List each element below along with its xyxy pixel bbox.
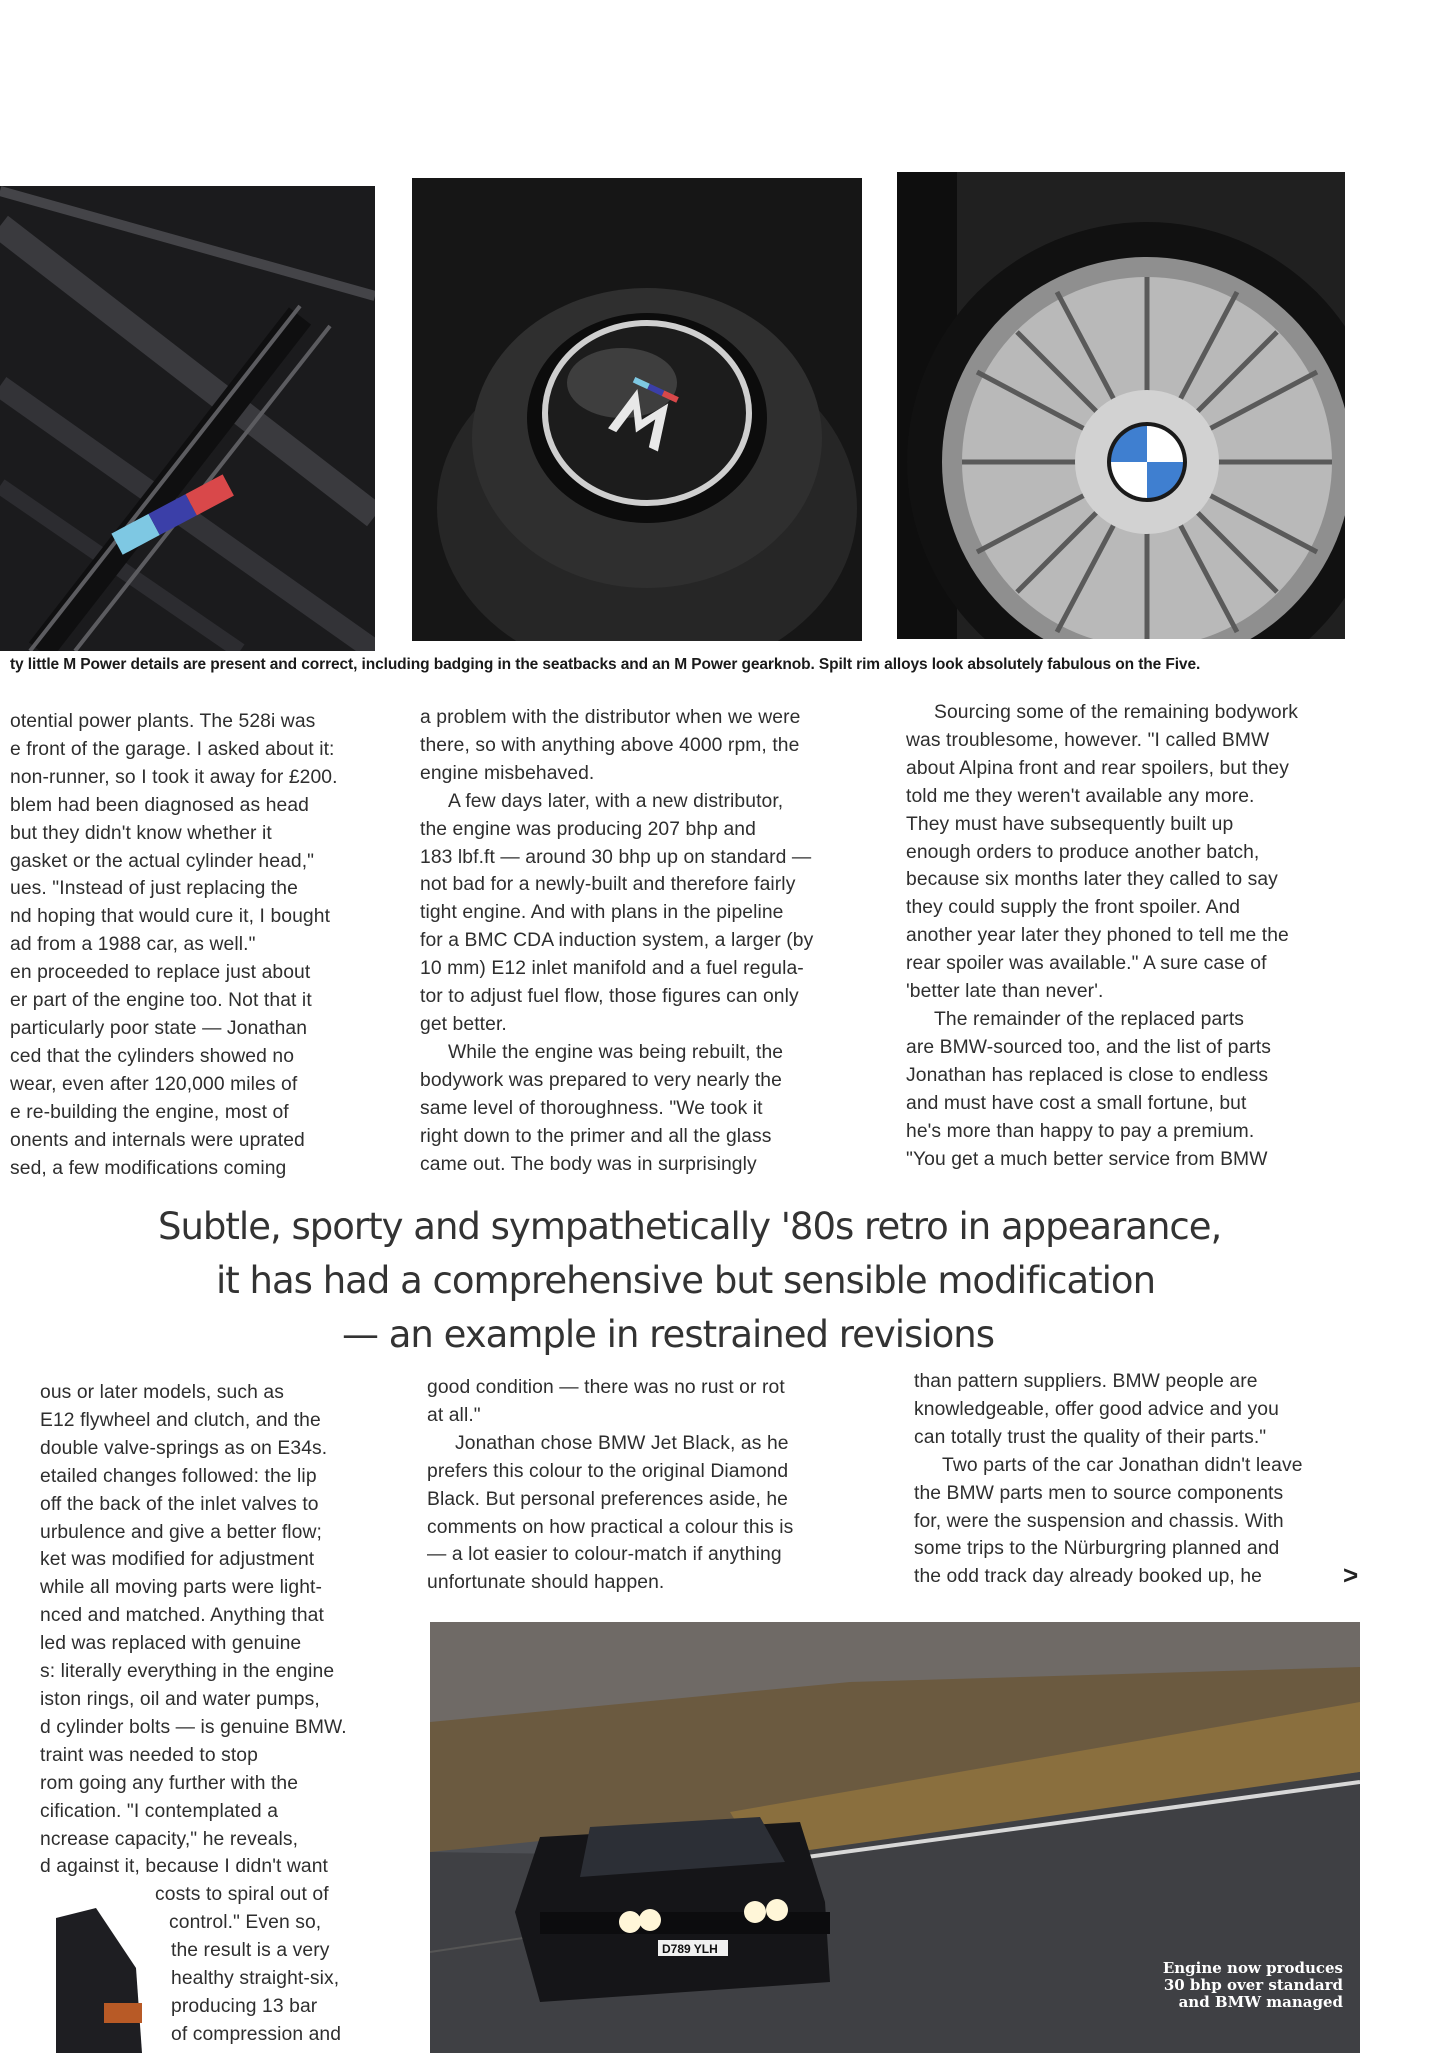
- text-line: the engine was producing 207 bhp and: [420, 818, 756, 840]
- pull-quote: [120, 1200, 1222, 1362]
- text-line: of compression and: [171, 2023, 342, 2045]
- text-line: ket was modified for adjustment: [40, 1549, 315, 1571]
- text-line: d cylinder bolts — is genuine BMW.: [40, 1716, 347, 1738]
- text-line: s: literally everything in the engine: [40, 1661, 335, 1683]
- column-left-bottom: [40, 1379, 347, 1881]
- text-line: E12 flywheel and clutch, and the: [40, 1409, 321, 1431]
- text-line: some trips to the Nürburgring planned and: [914, 1538, 1280, 1560]
- text-line: they could supply the front spoiler. And: [906, 897, 1241, 919]
- text-line: a problem with the distributor when we were: [420, 707, 801, 728]
- photo-rear-car-fragment: [56, 1908, 142, 2053]
- text-line: urbulence and give a better flow;: [40, 1521, 322, 1543]
- text-line: sed, a few modifications coming: [10, 1157, 287, 1179]
- column-left-top: [10, 708, 338, 1182]
- text-line: engine misbehaved.: [420, 762, 595, 784]
- text-line: Sourcing some of the remaining bodywork: [934, 702, 1299, 723]
- text-line: knowledgeable, offer good advice and you: [914, 1398, 1279, 1420]
- text-line: e front of the garage. I asked about it:: [10, 738, 335, 760]
- text-line: cification. "I contemplated a: [40, 1800, 279, 1822]
- text-line: at all.": [427, 1404, 481, 1426]
- text-line: came out. The body was in surprisingly: [420, 1153, 757, 1175]
- text-line: another year later they phoned to tell me the: [906, 925, 1289, 947]
- text-line: enough orders to produce another batch,: [906, 841, 1260, 863]
- pull-quote-line: — an example in restrained revisions: [342, 1313, 994, 1356]
- text-line: er part of the engine too. Not that it: [10, 990, 312, 1012]
- text-line: not bad for a newly-built and therefore fairly: [420, 874, 796, 896]
- text-line: e re-building the engine, most of: [10, 1101, 289, 1123]
- text-line: nd hoping that would cure it, I bought: [10, 906, 331, 928]
- pull-quote-line: it has had a comprehensive but sensible modification: [216, 1259, 1156, 1302]
- text-line: right down to the primer and all the glass: [420, 1125, 772, 1147]
- photo-overlay-caption: [1123, 1960, 1343, 2011]
- text-line: ced that the cylinders showed no: [10, 1045, 295, 1067]
- text-line: comments on how practical a colour this is: [427, 1516, 794, 1538]
- text-line: same level of thoroughness. "We took it: [420, 1097, 763, 1119]
- text-line: tor to adjust fuel flow, those figures can only: [420, 986, 799, 1008]
- text-line: off the back of the inlet valves to: [40, 1493, 319, 1515]
- text-line: than pattern suppliers. BMW people are: [914, 1371, 1258, 1392]
- text-line: told me they weren't available any more.: [906, 785, 1255, 807]
- text-line: the odd track day already booked up, he: [914, 1566, 1262, 1588]
- text-line: because six months later they called to say: [906, 869, 1278, 891]
- text-line: otential power plants. The 528i was: [10, 711, 316, 732]
- text-line: wear, even after 120,000 miles of: [10, 1073, 298, 1095]
- text-line: the BMW parts men to source components: [914, 1482, 1284, 1504]
- text-line: en proceeded to replace just about: [10, 962, 311, 984]
- photo-caption: ty little M Power details are present and correct, including badging in the seatbacks and an M Power gearknob. Spilt rim alloys look absolutely fabulous on the Five.: [10, 656, 1201, 673]
- text-line: ncrease capacity," he reveals,: [40, 1828, 299, 1850]
- text-line: 'better late than never'.: [906, 981, 1104, 1003]
- text-line: but they didn't know whether it: [10, 822, 272, 844]
- text-line: can totally trust the quality of their parts.": [914, 1426, 1267, 1448]
- text-line: rear spoiler was available." A sure case of: [906, 953, 1267, 975]
- text-line: ues. "Instead of just replacing the: [10, 878, 298, 900]
- text-line: onents and internals were uprated: [10, 1129, 305, 1151]
- text-line: was troublesome, however. "I called BMW: [906, 729, 1270, 751]
- pull-quote-line: Subtle, sporty and sympathetically '80s retro in appearance,: [158, 1205, 1222, 1248]
- text-line: d against it, because I didn't want: [40, 1856, 329, 1878]
- photo-m-gearknob: [412, 178, 862, 641]
- text-line: — a lot easier to colour-match if anything: [427, 1544, 782, 1566]
- text-line: and must have cost a small fortune, but: [906, 1092, 1247, 1114]
- text-line: bodywork was prepared to very nearly the: [420, 1069, 782, 1091]
- text-line: non-runner, so I took it away for £200.: [10, 766, 338, 788]
- photo-seatback-badge: [0, 186, 375, 651]
- text-line: A few days later, with a new distributor,: [448, 790, 784, 812]
- text-line: "You get a much better service from BMW: [906, 1148, 1268, 1170]
- text-line: While the engine was being rebuilt, the: [448, 1041, 784, 1063]
- text-line: for a BMC CDA induction system, a larger (by: [420, 930, 814, 952]
- text-line: good condition — there was no rust or rot: [427, 1377, 785, 1398]
- text-line: ad from a 1988 car, as well.": [10, 934, 256, 956]
- overlay-line: Engine now produces: [1162, 1959, 1343, 1977]
- text-line: for, were the suspension and chassis. With: [914, 1510, 1284, 1532]
- text-line: traint was needed to stop: [40, 1744, 258, 1766]
- text-line: 183 lbf.ft — around 30 bhp up on standard —: [420, 846, 812, 868]
- text-line: gasket or the actual cylinder head,": [10, 850, 315, 872]
- text-line: he's more than happy to pay a premium.: [906, 1120, 1255, 1142]
- text-line: ous or later models, such as: [40, 1382, 284, 1403]
- text-line: Jonathan has replaced is close to endless: [906, 1064, 1269, 1086]
- text-line: particularly poor state — Jonathan: [10, 1017, 308, 1039]
- text-line: rom going any further with the: [40, 1772, 299, 1794]
- text-line: costs to spiral out of: [155, 1884, 329, 1905]
- text-line: Jonathan chose BMW Jet Black, as he: [455, 1432, 789, 1454]
- column-mid-top: [420, 704, 813, 1178]
- text-line: Two parts of the car Jonathan didn't leave: [942, 1454, 1303, 1476]
- text-line: healthy straight-six,: [171, 1967, 340, 1989]
- photo-split-rim-alloy: [897, 172, 1345, 639]
- column-mid-bottom: [427, 1374, 793, 1597]
- text-line: nced and matched. Anything that: [40, 1605, 324, 1627]
- text-line: unfortunate should happen.: [427, 1572, 665, 1594]
- column-left-bottom-inset: [152, 1881, 341, 2048]
- text-line: prefers this colour to the original Diamond: [427, 1460, 789, 1482]
- text-line: double valve-springs as on E34s.: [40, 1437, 328, 1459]
- text-line: are BMW-sourced too, and the list of parts: [906, 1036, 1271, 1058]
- text-line: led was replaced with genuine: [40, 1633, 302, 1655]
- column-right-bottom: [914, 1368, 1303, 1591]
- license-plate: D789 YLH: [662, 1942, 718, 1956]
- text-line: They must have subsequently built up: [906, 813, 1234, 835]
- overlay-line: and BMW managed: [1178, 1993, 1343, 2011]
- continue-arrow-icon: >: [1343, 1560, 1359, 1590]
- overlay-line: 30 bhp over standard: [1163, 1976, 1343, 1994]
- text-line: blem had been diagnosed as head: [10, 794, 309, 816]
- text-line: iston rings, oil and water pumps,: [40, 1688, 320, 1710]
- text-line: producing 13 bar: [171, 1995, 318, 2017]
- text-line: tight engine. And with plans in the pipeline: [420, 902, 784, 924]
- text-line: the result is a very: [171, 1939, 330, 1961]
- text-line: The remainder of the replaced parts: [934, 1008, 1245, 1030]
- text-line: there, so with anything above 4000 rpm, the: [420, 734, 800, 756]
- text-line: 10 mm) E12 inlet manifold and a fuel regula-: [420, 958, 804, 980]
- text-line: get better.: [420, 1013, 507, 1035]
- text-line: control." Even so,: [169, 1911, 322, 1933]
- text-line: while all moving parts were light-: [40, 1577, 323, 1599]
- text-line: etailed changes followed: the lip: [40, 1465, 317, 1487]
- text-line: about Alpina front and rear spoilers, but they: [906, 757, 1289, 779]
- column-right-top: [906, 699, 1298, 1173]
- text-line: Black. But personal preferences aside, he: [427, 1488, 789, 1510]
